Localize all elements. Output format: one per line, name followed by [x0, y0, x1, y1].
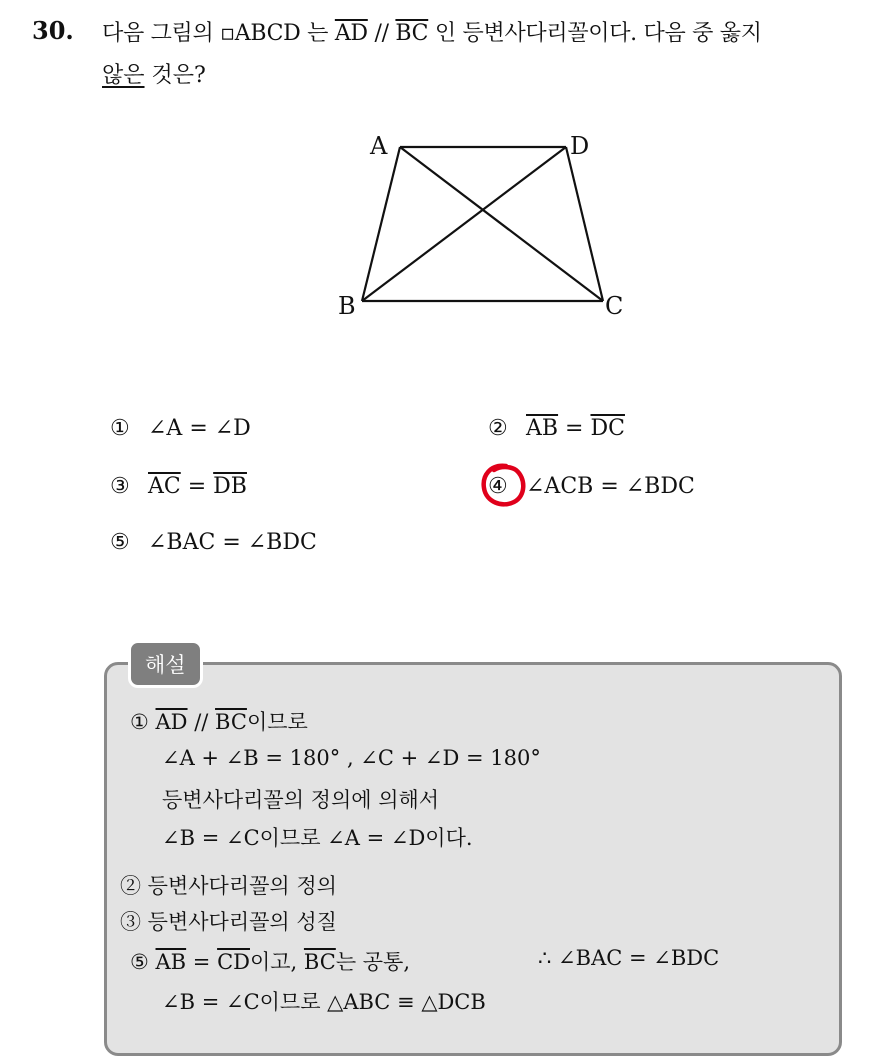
choice-5-text: ∠BAC = ∠BDC [148, 530, 317, 555]
vertex-label-a: A [370, 132, 388, 160]
question-text-rest: 것은? [144, 63, 206, 88]
question-text-a: 다음 그림의 ▫ABCD 는 [102, 21, 335, 46]
vertex-label-d: D [570, 132, 590, 160]
segment-bc: $\overline{BC}$ [395, 21, 429, 46]
solution-l1-seg1: $\overline{AD}$ [155, 710, 188, 734]
solution-l1-num: ① [130, 710, 149, 734]
choice-5[interactable] [110, 530, 317, 555]
solution-l7-rest: 는 공통, [335, 950, 411, 974]
vertex-label-c: C [605, 292, 624, 320]
question-text-line1 [102, 16, 762, 47]
underlined-not: 않은 [102, 63, 145, 88]
solution-tag: 해설 [128, 640, 203, 688]
solution-l1-rest: 이므로 [246, 710, 308, 734]
choice-5-number: ⑤ [110, 530, 130, 555]
solution-l7-seg3: $\overline{BC}$ [303, 950, 336, 974]
choice-4-number: ④ [488, 474, 508, 499]
solution-line-1 [130, 706, 308, 736]
trapezoid-figure [320, 120, 650, 330]
choice-2-seg1: $\overline{AB}$ [526, 416, 559, 441]
solution-line-4: ∠B = ∠C이므로 ∠A = ∠D이다. [162, 826, 473, 850]
solution-line-7 [130, 946, 410, 976]
solution-l7-seg2: $\overline{CD}$ [217, 950, 250, 974]
solution-l1-parallel: // [187, 710, 216, 734]
solution-line-6: ③ 등변사다리꼴의 성질 [120, 910, 337, 934]
choice-3[interactable] [110, 474, 247, 499]
answer-circle-mark [476, 458, 532, 514]
diagonal-bd [362, 147, 566, 301]
choice-4-text: ∠ACB = ∠BDC [526, 474, 695, 499]
segment-ad: $\overline{AD}$ [334, 21, 368, 46]
choice-2-eq: = [558, 416, 591, 441]
question-number: 30. [32, 16, 74, 45]
solution-l7-eq: = [186, 950, 218, 974]
choice-1[interactable] [110, 416, 251, 441]
choice-1-number: ① [110, 416, 130, 441]
solution-l1-seg2: $\overline{BC}$ [215, 710, 247, 734]
choice-2-seg2: $\overline{DC}$ [590, 416, 625, 441]
answer-circle-stroke [484, 466, 524, 505]
question-text-b: 인 등변사다리꼴이다. 다음 중 옳지 [428, 21, 762, 46]
choice-3-seg1: $\overline{AC}$ [148, 474, 181, 499]
choice-3-eq: = [180, 474, 214, 499]
choice-3-seg2: $\overline{DB}$ [213, 474, 247, 499]
solution-l7-seg1: $\overline{AB}$ [155, 950, 187, 974]
parallel-symbol: // [367, 21, 396, 46]
solution-l7-num: ⑤ [130, 950, 149, 974]
choice-2[interactable] [488, 416, 625, 441]
solution-line-8: ∠B = ∠C이므로 △ABC ≡ △DCB [162, 990, 486, 1014]
choice-2-number: ② [488, 416, 508, 441]
solution-line-5: ② 등변사다리꼴의 정의 [120, 874, 337, 898]
choice-3-number: ③ [110, 474, 130, 499]
solution-l7-mid: 이고, [249, 950, 304, 974]
solution-line-3: 등변사다리꼴의 정의에 의해서 [162, 788, 440, 812]
solution-conclusion: ∴ ∠BAC = ∠BDC [538, 946, 720, 970]
question-text-line2 [102, 58, 206, 89]
choice-1-text: ∠A = ∠D [148, 416, 251, 441]
vertex-label-b: B [338, 292, 356, 320]
solution-line-2: ∠A + ∠B = 180° , ∠C + ∠D = 180° [162, 746, 541, 770]
